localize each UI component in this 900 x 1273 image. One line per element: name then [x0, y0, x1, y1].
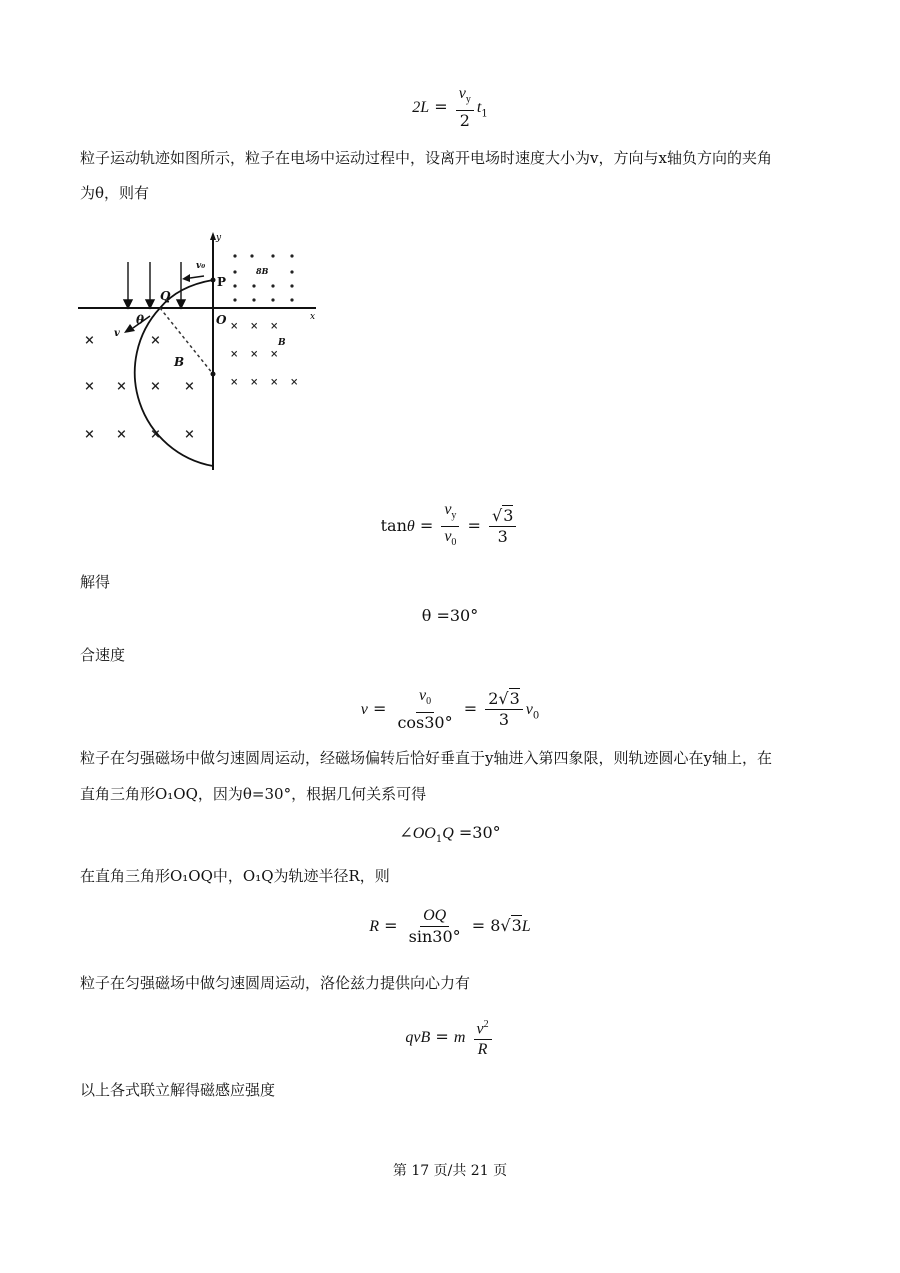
radius-line: [160, 308, 213, 374]
svg-text:×: ×: [270, 349, 279, 360]
label-v0: v₀: [196, 261, 206, 271]
label-B-right: B: [278, 338, 286, 348]
label-theta: θ: [136, 313, 145, 327]
svg-text:×: ×: [230, 349, 239, 360]
equation-qvB: qvB = m $\frac{v^2}{R}$: [0, 1015, 900, 1060]
label-resultant-velocity: 合速度: [80, 646, 126, 664]
fraction: $\frac{v^2}{R}$: [474, 1015, 492, 1060]
svg-text:×: ×: [116, 427, 127, 442]
equation-2L: 2L = $\frac{v_y}{2}$ $t_1$: [412, 85, 488, 131]
equation-tan-theta: tanθ = $\frac{v_y}{v_0}$ = $\frac{√3}{3}$: [0, 500, 900, 553]
label-Q: Q: [160, 289, 171, 303]
svg-text:×: ×: [230, 321, 239, 332]
fraction: $\frac{OQ}{\sin 30^\circ}$: [408, 907, 461, 946]
svg-text:×: ×: [270, 321, 279, 332]
svg-text:×: ×: [250, 321, 259, 332]
fraction: $\frac{v_0}{\cos 30^\circ}$: [397, 687, 453, 733]
label-solve: 解得: [80, 573, 111, 591]
paragraph-velocity-direction: 粒子运动轨迹如图所示，粒子在电场中运动过程中，设离开电场时速度大小为v，方向与x轴负方向的夹角: [80, 149, 772, 167]
paragraph-lorentz: 粒子在匀强磁场中做匀速圆周运动，洛伦兹力提供向心力有: [80, 974, 471, 992]
trajectory-magnetic: [135, 308, 213, 466]
svg-text:×: ×: [184, 427, 195, 442]
magnetic-field-out-dots: [233, 254, 293, 301]
v0-arrow: [182, 274, 190, 282]
equation-R: R = $\frac{OQ}{\sin 30^\circ}$ = 8√3L: [369, 907, 531, 946]
label-O: O: [216, 313, 227, 327]
label-B-left: B: [174, 355, 185, 369]
axes: [78, 236, 316, 470]
svg-text:×: ×: [84, 379, 95, 394]
svg-text:×: ×: [84, 427, 95, 442]
fraction: $\frac{v_y}{2}$: [456, 84, 474, 131]
svg-text:×: ×: [250, 377, 259, 388]
page-footer: 第 17 页/共 21 页: [392, 1163, 508, 1179]
paragraph-velocity-direction-cont: 为θ，则有: [80, 184, 150, 202]
paragraph-circular-motion-cont: 直角三角形O₁OQ，因为θ=30°，根据几何关系可得: [80, 785, 427, 803]
x-axis-label: x: [310, 312, 316, 322]
svg-text:×: ×: [230, 377, 239, 388]
paragraph-radius: 在直角三角形O₁OQ中，O₁Q为轨迹半径R，则: [80, 867, 390, 885]
label-v: v: [114, 328, 120, 339]
magnetic-field-in-crosses-right: [230, 321, 298, 388]
y-axis-label: y: [216, 233, 222, 243]
magnetic-field-in-crosses: [84, 333, 195, 442]
svg-text:×: ×: [116, 379, 127, 394]
svg-text:×: ×: [150, 333, 161, 348]
fraction: $\frac{2√3}{3}$: [485, 689, 523, 730]
svg-text:×: ×: [150, 427, 161, 442]
svg-text:×: ×: [184, 379, 195, 394]
equation-theta: θ =30°: [421, 606, 479, 625]
label-B-top: 8B: [256, 266, 269, 276]
equation-v: v = $\frac{v_0}{\cos 30^\circ}$ = $\frac{2√3}{3}$ $v_0$: [360, 687, 540, 733]
velocity-arrow: [124, 324, 135, 333]
paragraph-conclusion: 以上各式联立解得磁感应强度: [80, 1081, 276, 1099]
fraction: $\frac{√3}{3}$: [489, 506, 516, 547]
paragraph-circular-motion: 粒子在匀强磁场中做匀速圆周运动，经磁场偏转后恰好垂直于y轴进入第四象限，则轨迹圆心在y轴上，在: [80, 749, 772, 767]
svg-text:×: ×: [250, 349, 259, 360]
svg-text:×: ×: [290, 377, 299, 388]
svg-text:×: ×: [150, 379, 161, 394]
svg-text:×: ×: [270, 377, 279, 388]
equation-angle: $\angle OO_1Q =30^\circ$: [399, 823, 501, 846]
fraction: $\frac{v_y}{v_0}$: [441, 500, 459, 553]
trajectory-diagram: [78, 228, 328, 476]
svg-text:×: ×: [84, 333, 95, 348]
point-P: [211, 278, 216, 283]
electric-field-arrows: [124, 262, 185, 308]
center-point: [211, 372, 216, 377]
label-P: P: [217, 275, 227, 289]
